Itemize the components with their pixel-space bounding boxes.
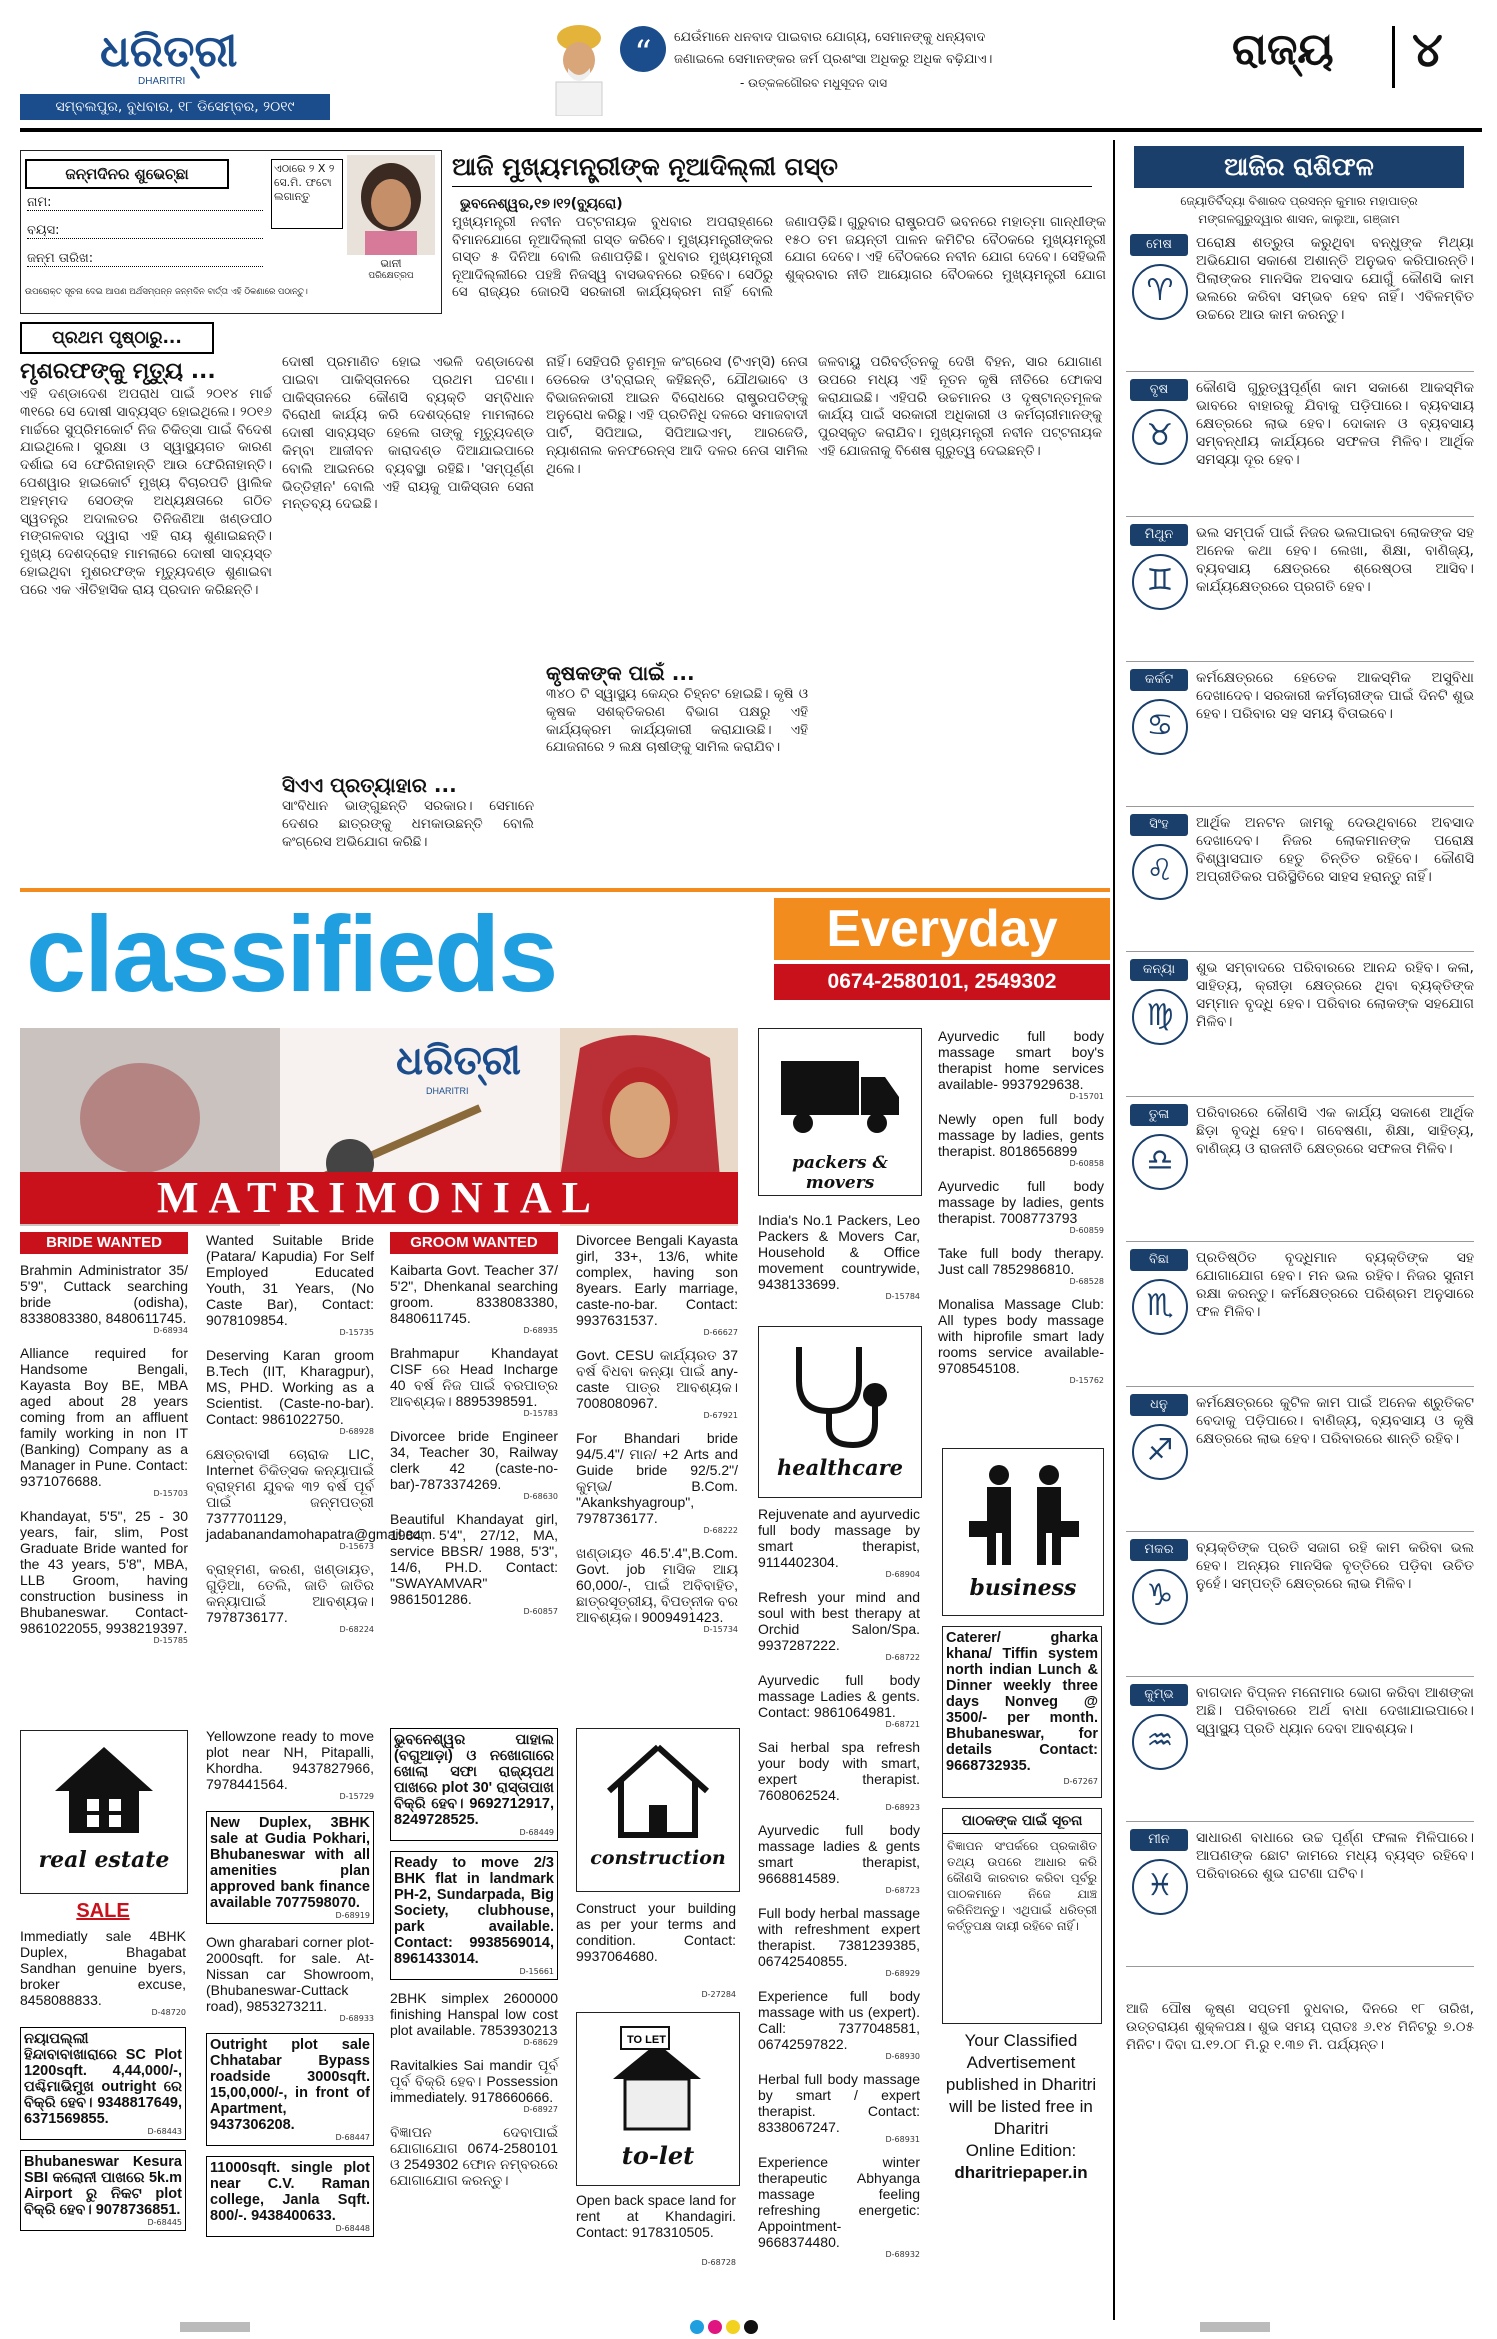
zodiac-sign-icon: ♒ [1132, 1714, 1188, 1770]
realestate-box[interactable] [20, 1730, 188, 1894]
classified-ad-code: D-15729 [339, 1792, 374, 1801]
classified-col-4 [576, 1232, 738, 1644]
construction-code: D-27284 [701, 1990, 736, 1999]
classified-ad-code: D-15661 [519, 1967, 554, 1976]
classified-ad[interactable] [758, 1739, 920, 1812]
zodiac-sign-icon: ♊ [1132, 554, 1188, 610]
sale-tag: SALE [76, 1900, 130, 1922]
tolet-label: to-let [621, 2141, 695, 2170]
classified-ad[interactable] [390, 1511, 558, 1616]
classified-ad-text: Kaibarta Govt. Teacher 37/ 5'2", Dhenkanal searching groom. 8338083380, 8480611745. [390, 1262, 558, 1326]
sign-name: ତୁଳା [1130, 1104, 1188, 1126]
cont-col-4 [818, 354, 1102, 878]
classified-ad[interactable] [206, 2156, 374, 2237]
classified-ad-text: Experience full body massage with us (expert). Call: 7377048581, 06742597822. [758, 1988, 920, 2052]
zodiac-sign-icon: ♐ [1132, 1424, 1188, 1480]
free-listing-box [942, 2030, 1100, 2182]
classified-ad[interactable] [938, 1111, 1104, 1168]
construction-label: construction [590, 1847, 726, 1869]
sign-prediction: ପରିବାରରେ କୌଣସି ଏକ କାର୍ଯ୍ୟ ସକାଶେ ଆର୍ଥିକ ଛିଡ଼ା ବୃଦ୍ଧି ହେବ। ଗବେଷଣା, ଶିକ୍ଷା, ସାହିତ୍ୟ, ବାଣିଜ୍ୟ ଓ ରାଜନୀତି କ୍ଷେତ୍ରରେ ସଫଳତା ମିଳିବ। [1196, 1105, 1474, 1157]
free-listing-text: Your Classified Advertisement published in Dharitri will be listed free in Dharitri [945, 2031, 1097, 2138]
sign-name: କନ୍ୟା [1130, 959, 1188, 981]
tolet-code: D-68728 [701, 2258, 736, 2267]
classified-ad[interactable] [576, 1545, 738, 1634]
truck-icon [777, 1051, 903, 1141]
classified-ad-code: D-48720 [151, 2008, 186, 2017]
groom-wanted-tag [390, 1232, 558, 1254]
sign-prediction: ଆର୍ଥିକ ଅନଟନ ଜାମକୁ ଦେଉଥିବାରେ ଅବସାଦ ଦେଖାଦେବ। ନିଜର ଲୋକମାନଙ୍କ ପରୋକ୍ଷ ବିଶ୍ୱାସଘାତ ହେତୁ ଚିନ୍ତିତ ରହିବେ। କୌଣସି ଅପ୍ରୀତିକର ପରିସ୍ଥିତିରେ ସାହସ ହରାନ୍ତୁ ନାହିଁ। [1196, 815, 1474, 885]
sign-prediction: ଭଲ ସମ୍ପର୍କ ପାଇଁ ନିଜର ଭଲପାଇବା ଲୋକଙ୍କ ସହ ଅନେକ କଥା ହେବ। ଲେଖା, ଶିକ୍ଷା, ବାଣିଜ୍ୟ, ବ୍ୟବସାୟ କ୍ଷେତ୍ରରେ ଶ୍ରେଷ୍ଠତା ଆସିବ। କାର୍ଯ୍ୟକ୍ଷେତ୍ରରେ ପ୍ରଗତି ହେବ। [1196, 525, 1474, 595]
classified-ad[interactable] [206, 1232, 374, 1337]
classified-ad-code: D-60857 [523, 1607, 558, 1616]
classified-ad[interactable] [206, 1811, 374, 1924]
matrimonial-title: MATRIMONIAL [20, 1172, 738, 1224]
classified-col-2 [206, 1232, 436, 1644]
classified-ad-text: Ready to move 2/3 BHK flat in landmark PH-2, Sundarpada, Big Society, clubhouse, park available. Contact: 9938569014, 8961433014. [394, 1855, 554, 1967]
sign-name: ମୀନ [1130, 1829, 1188, 1851]
classified-ad-code: D-68528 [1069, 1277, 1104, 1286]
classified-ad-text: India's No.1 Packers, Leo Packers & Movers Car, Household & Office movement countrywide, 9438133699. [758, 1212, 920, 1292]
zodiac-sign-icon: ♑ [1132, 1569, 1188, 1625]
classified-ad-text: କ୍ଷେତ୍ରବାସୀ ଚୋରାକ LIC, Internet ଚିକିତ୍ସକ କନ୍ୟାପାଇଁ ବ୍ରାହ୍ମଣ ଯୁବକ ୩୨ ବର୍ଷ ପୂର୍ବ ପାଇଁ ଜନ୍ମପତ୍ରୀ 7377701129, jadabanandamohapatra@gmail.com. [206, 1446, 436, 1542]
sign-name: ସିଂହ [1130, 814, 1188, 836]
masthead-dateline: ସମ୍ବଲପୁର, ବୁଧବାର, ୧୮ ଡିସେମ୍ବର, ୨୦୧୯ [20, 94, 330, 120]
birthday-age-field[interactable]: ବୟସ: [27, 223, 263, 239]
packers-label: packers & movers [792, 1153, 888, 1193]
classified-ad[interactable] [576, 1347, 738, 1420]
classified-ad[interactable] [758, 1905, 920, 1978]
cm-news-headline[interactable]: ଆଜି ମୁଖ୍ୟମନ୍ତ୍ରୀଙ୍କ ନୂଆଦିଲ୍ଲୀ ଗସ୍ତ [452, 152, 1092, 187]
agri-policy-body: ଜଳବାୟୁ ପରିବର୍ତ୍ତନକୁ ଦେଖି ବିହନ, ସାର ଯୋଗାଣ ଉପରେ ମଧ୍ୟ ଏହି ନୂତନ କୃଷି ନୀତିରେ ଫୋକସ କରାଯାଇଛି। ଏହିପରି ଉଚ୍ଚମାନର ଓ ଦୃଷ୍ଟାନ୍ତମୂଳକ କାର୍ଯ୍ୟ ପାଇଁ ସରକାରୀ ଅଧିକାରୀ ଓ କର୍ମଚାରୀମାନଙ୍କୁ ପୁରସ୍କୃତ କରାଯିବ। ମୁଖ୍ୟମନ୍ତ୍ରୀ ନବୀନ ପଟ୍ଟନାୟକ ଏହି ଯୋଜନାକୁ ବିଶେଷ ଗୁରୁତ୍ୱ ଦେଇଛନ୍ତି। [818, 354, 1102, 459]
zodiac-sign-icon: ♍ [1132, 989, 1188, 1045]
cm-news-dateline: ଭୁବନେଶ୍ୱର,୧୭।୧୨(ବ୍ୟୁରୋ) [460, 196, 623, 212]
packers-box[interactable] [758, 1028, 922, 1196]
classified-ad-code: D-68222 [703, 1526, 738, 1535]
caterer-ad[interactable] [942, 1626, 1102, 1798]
classified-ad[interactable] [390, 1728, 558, 1841]
rashifal-sign-block [1126, 812, 1474, 952]
svg-text:TO LET: TO LET [627, 2034, 666, 2046]
musharraf-body: ଏହି ଦଣ୍ଡାଦେଶ ଅପରାଧ ପାଇଁ ୨୦୧୪ ମାର୍ଚ୍ଚ ୩୧ରେ ସେ ଦୋଷୀ ସାବ୍ୟସ୍ତ ହୋଇଥିଲେ। ୨୦୧୬ ମାର୍ଚ୍ଚରେ ସୁପ୍ରିମକୋର୍ଟ ନିଜ ଚିକିତ୍ସା ପାଇଁ ବିଦେଶ ଯାଇଥିଲେ। ସୁରକ୍ଷା ଓ ସ୍ୱାସ୍ଥ୍ୟଗତ କାରଣ ଦର୍ଶାଇ ସେ ଫେରିନାହାନ୍ତି ଆଉ ଫେରିନାହାନ୍ତି। ପେଶୱାର ହାଇକୋର୍ଟ ମୁଖ୍ୟ ବିଚାରପତି ୱାଲିକ ଅହମ୍ମଦ ସେଠଙ୍କ ଅଧ୍ୟକ୍ଷତାରେ ଗଠିତ ସ୍ୱତନ୍ତ୍ର ଅଦାଲତର ତିନିଜଣିଆ ଖଣ୍ଡପୀଠ ମଙ୍ଗଳବାର ଦ୍ୱାରା ଏହି ରାୟ ଶୁଣାଇଛନ୍ତି। ମୁଖ୍ୟ ଦେଶଦ୍ରୋହ ମାମଲାରେ ଦୋଷୀ ସାବ୍ୟସ୍ତ ହୋଇଥିବା ମୁଶରଫଙ୍କ ମୃତ୍ୟୁଦଣ୍ଡ ଶୁଣାଇବା ପରେ ଏକ ଐତିହାସିକ ରାୟ ପ୍ରଦାନ କରିଛନ୍ତି। [20, 386, 272, 598]
classified-ad-code: D-68933 [339, 2014, 374, 2023]
photo-instruction: ଏଠାରେ ୨ X ୨ ସେ.ମି. ଫଟୋ ଲଗାନ୍ତୁ [271, 159, 343, 229]
classified-ad-text: ଖଣ୍ଡାୟତ 46.5'.4",B.Com. Govt. job ମାସିକ ଆୟ 60,000/-, ପାଇଁ ଅବିବାହିତ, ଛାତ୍ରସୂତ୍ରୀୟ, ବିପତ୍ନୀକ ବର ଆବଶ୍ୟକ। 9009491423. [576, 1545, 738, 1625]
classified-ad[interactable] [576, 1430, 738, 1535]
rashifal-sign-block [1126, 957, 1474, 1097]
classified-ad-text: 2BHK simplex 2600000 finishing Hanspal low cost plot available. 7853930213 [390, 1990, 558, 2038]
classified-ad-text: Beautiful Khandayat girl, 1984, 5'4", 27/12, MA, service BBSR/ 1988, 5'3", 14/6, PH.D. Contact: "SWAYAMVAR" 9861501286. [390, 1511, 558, 1607]
child-photo [347, 155, 435, 255]
cont-col-3 [546, 354, 808, 878]
rashifal-sign-block [1126, 1537, 1474, 1677]
cont-col-1 [20, 358, 272, 878]
classified-ad-text: Brahmin Administrator 35/ 5'9", Cuttack searching bride (odisha), 8338083380, 8480611745. [20, 1262, 188, 1326]
farmers-headline[interactable]: କୃଷକଙ୍କ ପାଇଁ ... [546, 661, 695, 685]
rashifal-title: ଆଜିର ରାଶିଫଳ [1134, 146, 1464, 188]
birthday-footer: ଉପରୋକ୍ତ ସୂଚନା ଦେଇ ଆପଣ ଅର୍ଥସମ୍ପନ୍ନ ଜନ୍ମଦିନ ବାର୍ତ୍ତା ଏହି ଠିକଣାରେ ପଠାନ୍ତୁ। [25, 287, 308, 297]
classified-ad-text: For Bhandari bride 94/5.4"/ ମାନ/ +2 Arts and Guide bride 92/5.2"/ କୁମ୍ଭ/ B.Com. "Akankshyagroup", 7978736177. [576, 1430, 738, 1526]
classified-col-3 [390, 1262, 558, 1626]
sign-prediction: ପରୋକ୍ଷ ଶତ୍ରୁତା କରୁଥିବା ବନ୍ଧୁଙ୍କ ମିଥ୍ୟା ଅଭିଯୋଗ ସକାଶେ ଅଶାନ୍ତି ଅନୁଭବ କରିପାରନ୍ତି। ପିଲାଙ୍କର ମାନସିକ ଅବସାଦ ଯୋଗୁଁ କୌଣସି କାମ ଭଲରେ କରିବା ସମ୍ଭବ ହେବ ନାହିଁ। ଏବିଳମ୍ବିତ ଉଚ୍ଚରେ ଆଉ କାମ କରନ୍ତୁ। [1196, 235, 1474, 323]
classified-ad-text: ଭୁବନେଶ୍ୱର ପାହାଲ (ବଗୁଆଡ଼ା) ଓ ନଖୋଗାରେ ଖୋଲା ସଫା ରାଜ୍ୟପଥ ପାଖରେ plot 30' ରାସ୍ତାପାଖ ବିକ୍ରି ହେବ। 9692712917, 8249728525. [394, 1732, 554, 1828]
healthcare-label: healthcare [777, 1455, 903, 1480]
birthday-name-field[interactable]: ନାମ: [27, 195, 263, 211]
classified-ad-text: Alliance required for Handsome Bengali, Kayasta Boy BE, MBA aged about 28 years coming from an affluent family working in non IT (Banking) Company as a Manager in Pune. Contact: 9371076688. [20, 1345, 188, 1489]
classified-ad-text: 11000sqft. single plot near C.V. Raman college, Janla Sqft. 800/-. 9438400633. [210, 2160, 370, 2224]
classified-ad[interactable] [938, 1178, 1104, 1235]
caterer-code: D-67267 [1063, 1777, 1098, 1786]
rashifal-sign-block [1126, 232, 1474, 372]
classified-ad-text: Brahmapur Khandayat CISF ରେ Head Incharge 40 ବର୍ଷ ନିଜ ପାଇଁ ବରପାତ୍ର ଆବଶ୍ୟକ। 8895398591. [390, 1345, 558, 1409]
classified-col-5-top [758, 1212, 920, 1311]
classified-col-2b [206, 1728, 374, 2247]
child-photo-image [347, 155, 435, 255]
classified-ad[interactable] [758, 1212, 920, 1301]
realestate-label: real estate [38, 1847, 170, 1873]
classified-ad-text: Yellowzone ready to move plot near NH, Pitapalli, Khordha. 9437827966, 7978441564. [206, 1728, 374, 1792]
sign-name: ମକର [1130, 1539, 1188, 1561]
classified-ad-code: D-15734 [703, 1625, 738, 1634]
rashifal-byline-1: ଜ୍ୟୋତିର୍ବିଦ୍ୟା ବିଶାରଦ ପ୍ରସନ୍ନ କୁମାର ମହାପାତ୍ର [1180, 194, 1418, 208]
classified-ad-text: Divorcee bride Engineer 34, Teacher 30, Railway clerk 42 (caste-no-bar)-7873374269. [390, 1428, 558, 1492]
rashifal-sign-block [1126, 1102, 1474, 1242]
classified-ad[interactable] [206, 1347, 374, 1436]
classified-ad[interactable] [390, 2057, 558, 2114]
classified-ad-text: Govt. CESU କାର୍ଯ୍ୟରତ 37 ବର୍ଷ ବିଧବା କନ୍ୟା ପାଇଁ any-caste ପାତ୍ର ଆବଶ୍ୟକ। 7008080967. [576, 1347, 738, 1411]
sign-prediction: କର୍ମକ୍ଷେତ୍ରରେ କୁଟିଳ କାମ ପାଇଁ ଅନେକ ଶ୍ରୁତିକଟ ବେଦାକୁ ପଡ଼ିପାରେ। ବାଣିଜ୍ୟ, ବ୍ୟବସାୟ ଓ କୃଷି କ୍ଷେତ୍ରରେ ଲାଭ ହେବ। ପରିବାରରେ ଶାନ୍ତି ରହିବ। [1196, 1395, 1474, 1447]
classified-col-6 [938, 1028, 1104, 1395]
front-page-label: ପ୍ରଥମ ପୃଷ୍ଠାରୁ... [20, 322, 214, 354]
classified-ad-text: Ayurvedic full body massage by ladies, gents therapist. 7008773793 [938, 1178, 1104, 1226]
epaper-link[interactable]: dharitriepaper.in [954, 2163, 1088, 2182]
house-icon [49, 1741, 159, 1837]
sign-name: ମେଷ [1130, 234, 1188, 256]
construction-box[interactable] [576, 1728, 740, 1892]
masthead-rule [20, 128, 1482, 132]
classified-ad-code: D-15703 [153, 1489, 188, 1498]
classified-ad[interactable] [758, 1672, 920, 1729]
classified-ad-text: Rejuvenate and ayurvedic full body massage by smart therapist, 9114402304. [758, 1506, 920, 1570]
classified-ad-code: D-15762 [1069, 1376, 1104, 1385]
groom-wanted-label: GROOM WANTED [390, 1232, 558, 1254]
classified-ad-code: D-60858 [1069, 1159, 1104, 1168]
classified-ad[interactable] [206, 1934, 374, 2023]
classified-ad-code: D-60859 [1069, 1226, 1104, 1235]
reader-notice [942, 1808, 1102, 2024]
tolet-ad[interactable]: Open back space land for rent at Khandagiri. Contact: 9178310505. [576, 2192, 736, 2240]
construction-ad[interactable]: Construct your building as per your terms and condition. Contact: 9937064680. [576, 1900, 736, 1964]
classified-ad[interactable] [206, 2033, 374, 2146]
classified-ad[interactable] [758, 1822, 920, 1895]
quote-author: - ଉତ୍କଳଗୌରବ ମଧୁସୂଦନ ଦାସ [740, 76, 888, 90]
classified-ad-code: D-68927 [523, 2105, 558, 2114]
reg-mark-right [1200, 2322, 1270, 2332]
zodiac-sign-icon: ♌ [1132, 844, 1188, 900]
reg-mark-left [180, 2322, 250, 2332]
classified-ad[interactable] [390, 1851, 558, 1980]
stethoscope-icon [779, 1341, 901, 1451]
classified-ad-code: D-68443 [147, 2127, 182, 2136]
classified-ad[interactable] [758, 1988, 920, 2061]
classified-ad-text: Newly open full body massage by ladies, gents therapist. 8018656899 [938, 1111, 1104, 1159]
opposition-body: ନାହିଁ। ସେହିପରି ତୃଣମୂଳ କଂଗ୍ରେସ (ଟିଏମ୍‌ସି) ନେତା ଡେରେକ ଓ'ବ୍ରାଇନ୍ କହିଛନ୍ତି, ଯୌଥଭାବେ ଓ ବିଭାଜନକାରୀ ଆଇନ ବିରୋଧରେ ରାଷ୍ଟ୍ରପତିଙ୍କୁ ଅନୁରୋଧ କରିଛୁ। ଏହି ପ୍ରତିନିଧି ଦଳରେ ସମାଜବାଦୀ ପାର୍ଟି, ସିପିଆଇ, ସିପିଆଇଏମ୍, ଆରଜେଡି, ନ୍ୟାଶନାଲ କନଫରେନ୍ସ ଆଦି ଦଳର ନେତା ସାମିଲ ଥିଲେ। [546, 354, 808, 477]
rashifal-signs [1126, 232, 1474, 1982]
sign-name: ମିଥୁନ [1130, 524, 1188, 546]
rashifal-sign-block [1126, 1392, 1474, 1532]
classified-ad-code: D-68449 [519, 1828, 554, 1837]
classified-ad-text: Ayurvedic full body massage Ladies & gents. Contact: 9861064981. [758, 1672, 920, 1720]
classified-col-3b [390, 1728, 558, 2198]
sign-prediction: ପ୍ରତିଷ୍ଠିତ ବୃଦ୍ଧିମାନ ବ୍ୟକ୍ତିଙ୍କ ସହ ଯୋଗାଯୋଗ ହେବ। ମନ ଭଲ ରହିବ। ନିଜର ସୁନାମ ରକ୍ଷା କରନ୍ତୁ। କର୍ମକ୍ଷେତ୍ରରେ ପରିଶ୍ରମ ଅନୁସାରେ ଫଳ ମିଳିବ। [1196, 1250, 1474, 1320]
business-label: business [969, 1575, 1077, 1601]
musharraf-headline[interactable]: ମୃଶରଫଙ୍କୁ ମୃତ୍ୟୁ ... [20, 359, 216, 384]
cm-news-body: ମୁଖ୍ୟମନ୍ତ୍ରୀ ନବୀନ ପଟ୍ଟନାୟକ ବୁଧବାର ଅପରାହ୍ଣରେ ବିମାନଯୋଗେ ନୂଆଦିଲ୍ଲୀ ଗସ୍ତ କରିବେ। ମୁଖ୍ୟମନ୍ତ୍ରୀଙ୍କର ଗସ୍ତ ୫ ଦିନିଆ ବୋଲି ଜଣାପଡ଼ିଛି। ବୁଧବାର ମୁଖ୍ୟମନ୍ତ୍ରୀ ନୂଆଦିଲ୍ଲୀରେ ପହଞ୍ଚି ନିଜସ୍ୱ ବାସଭବନରେ ରହିବେ। ସେଠିରୁ ସେ ରାଜ୍ୟର ଜୋରସି ସରକାରୀ କାର୍ଯ୍ୟକ୍ରମ ନାହିଁ ବୋଲି ଜଣାପଡ଼ିଛି। ଗୁରୁବାର ରାଷ୍ଟ୍ରପତି ଭବନରେ ମହାତ୍ମା ଗାନ୍ଧୀଙ୍କ ୧୫୦ ତମ ଜୟନ୍ତୀ ପାଳନ କମିଟିର ବୈଠକରେ ମୁଖ୍ୟମନ୍ତ୍ରୀ ଯୋଗ ଦେବେ। ଏହି ବୈଠକରେ ନବୀନ ଯୋଗ ଦେବେ। ସେହିଭଳି ଶୁକ୍ରବାର ନୀତି ଆୟୋଗର ବୈଠକରେ ମୁଖ୍ୟମନ୍ତ୍ରୀ ଯୋଗ [452, 214, 1106, 300]
classified-ad-code: D-68447 [335, 2133, 370, 2142]
classified-ad-code: D-68934 [153, 1326, 188, 1335]
classified-ad-text: ବ୍ରାହ୍ମଣ, କରଣ, ଖଣ୍ଡାୟତ, ଗୁଡ଼ିଆ, ତେଲି, ଜାତି ଜାତିର କନ୍ୟାପାଇଁ ଆବଶ୍ୟକ। 7978736177. [206, 1561, 374, 1625]
classified-ad-code: D-68931 [885, 2135, 920, 2144]
classified-ad-text: ବିଜ୍ଞାପନ ଦେବାପାଇଁ ଯୋଗାଯୋଗ 0674-2580101 ଓ 2549302 ଫୋନ ନମ୍ବରରେ ଯୋଗାଯୋଗ କରନ୍ତୁ। [390, 2124, 558, 2188]
classified-ad-text: Khandayat, 5'5", 25 - 30 years, fair, slim, Post Graduate Bride wanted for the 43 years, 5'8", MBA, LLB Groom, having construction business in Bhubaneswar. Contact- 9861022055, 9938219397. [20, 1508, 188, 1636]
classifieds-title: classifieds [26, 893, 557, 1014]
quote-line-1: ଯେଉଁମାନେ ଧନବାଦ ପାଇବାର ଯୋଗ୍ୟ, ସେମାନଙ୍କୁ ଧନ୍ୟବାଦ [674, 30, 986, 45]
registration-marks [0, 2318, 1497, 2338]
sign-name: କର୍କଟ [1130, 669, 1188, 691]
classified-col-5-health [758, 1506, 920, 2269]
classified-ad[interactable] [390, 1990, 558, 2047]
zodiac-sign-icon: ♈ [1132, 264, 1188, 320]
page-number: ୪ [1412, 22, 1443, 78]
classified-ad[interactable] [20, 2027, 186, 2140]
reg-mark-black [744, 2320, 758, 2334]
rashifal-sign-block [1126, 1827, 1474, 1967]
classified-ad-code: D-68630 [523, 1492, 558, 1501]
classified-ad-text: Bhubaneswar Kesura SBI କଲୋନୀ ପାଖରେ 5k.m Airport ରୁ ନିକଟ plot ବିକ୍ରି ହେବ। 9078736851. [24, 2154, 182, 2218]
masthead-logo[interactable]: ଧରିତ୍ରୀ [100, 26, 238, 77]
classified-ad-code: D-68722 [885, 1653, 920, 1662]
classified-ad[interactable] [390, 1345, 558, 1418]
classified-ad-code: D-68919 [335, 1911, 370, 1920]
reg-mark-center [690, 2320, 704, 2334]
classified-ad[interactable] [206, 1561, 374, 1634]
classified-ad[interactable] [758, 1589, 920, 1662]
classified-ad-text: ନୟାପଲ୍ଲୀ ହିନ୍ଦାବାବାଖାରାରେ SC Plot 1200sqft. 4,44,000/-, ପଶ୍ଚିମାଭିମୁଖ outright ରେ ବିକ୍ରି ହେବ। 9348817649, 6371569855. [24, 2031, 182, 2127]
classified-ad-code: D-68224 [339, 1625, 374, 1634]
classified-ad-code: D-15785 [153, 1636, 188, 1645]
birthday-box [20, 150, 442, 314]
classified-ad-text: Divorcee Bengali Kayasta girl, 33+, 13/6, white complex, having son 8years. Early marriage, caste-no-bar. Contact: 9937631537. [576, 1232, 738, 1328]
quote-mark-icon: “ [620, 26, 666, 72]
classified-col-realestate [20, 1928, 186, 2241]
classified-ad-text: Herbal full body massage by smart / expert therapist. Contact: 8338067247. [758, 2071, 920, 2135]
section-name: ରାଜ୍ୟ [1232, 24, 1334, 75]
classified-ad[interactable] [938, 1245, 1104, 1286]
classified-ad-code: D-68904 [885, 1570, 920, 1579]
rashifal-sign-block [1126, 667, 1474, 807]
masthead-logo-latin: DHARITRI [138, 76, 186, 87]
classified-ad-text: Immediatly sale 4BHK Duplex, Bhagabat Sandhan genuine byers, broker excuse, 8458088833. [20, 1928, 186, 2008]
zodiac-sign-icon: ♏ [1132, 1279, 1188, 1335]
matrimonial-logo-latin: DHARITRI [426, 1086, 469, 1096]
reg-mark-yellow [726, 2320, 740, 2334]
classified-ad-text: Refresh your mind and soul with best therapy at Orchid Salon/Spa. 9937287222. [758, 1589, 920, 1653]
rashifal-sign-block [1126, 1682, 1474, 1822]
sign-prediction: ବ୍ୟକ୍ତିଙ୍କ ପ୍ରତି ସଜାଗ ରହି କାମ କରିବା ଭଲ ହେବ। ଅନ୍ୟର ମାନସିକ ବୃତ୍ତିରେ ପଡ଼ିବା ଉଚିତ ନୁହେଁ। ସମ୍ପତ୍ତି କ୍ଷେତ୍ରରେ ଲାଭ ମିଳିବ। [1196, 1540, 1474, 1592]
building-outline-icon [603, 1741, 713, 1841]
zodiac-sign-icon: ♋ [1132, 699, 1188, 755]
cont-col-2 [282, 354, 534, 878]
classified-ad[interactable] [20, 1262, 188, 1335]
classified-ad-text: Outright plot sale Chhatabar Bypass roadside 3000sqft. 15,00,000/-, in front of Apartment, 9437306208. [210, 2037, 370, 2133]
classified-ad[interactable] [390, 1428, 558, 1501]
free-listing-edition: Online Edition: [965, 2141, 1077, 2160]
reader-notice-title: ପାଠକଙ୍କ ପାଇଁ ସୂଚନା [943, 1809, 1101, 1834]
classified-ad[interactable] [758, 2154, 920, 2259]
caa-body: ସାଂବିଧାନ ଭାଙ୍ଗୁଛନ୍ତି ସରକାର। ସେମାନେ ଦେଶର ଛାତ୍ରଙ୍କୁ ଧମକାଉଛନ୍ତି ବୋଲି କଂଗ୍ରେସ ଅଭିଯୋଗ କରିଛି। [282, 798, 534, 850]
child-name: ଭାନୀ [380, 257, 402, 270]
classified-ad-text: Wanted Suitable Bride (Patara/ Kapudia) For Self Employed Educated Youth, 31 Years, (No Caste Bar), Contact: 9078109854. [206, 1232, 374, 1328]
caa-headline[interactable]: ସିଏଏ ପ୍ରତ୍ୟାହାର ... [282, 773, 457, 797]
matrimonial-banner [20, 1028, 738, 1226]
classified-ad-code: D-68930 [885, 2052, 920, 2061]
classified-ad-code: D-68445 [147, 2218, 182, 2227]
quote-line-2: ଜଣାଇଲେ ସେମାନଙ୍କର ଜର୍ମ ପ୍ରଶଂସା ଅଧିକରୁ ଅଧିକ ବଢ଼ିଯାଏ। [674, 52, 993, 67]
classified-ad[interactable] [938, 1028, 1104, 1101]
classified-ad-text: Monalisa Massage Club: All types body massage with hiprofile smart lady rooms service available- 9708545108. [938, 1296, 1104, 1376]
classified-ad-code: D-68929 [885, 1969, 920, 1978]
classified-ad[interactable] [20, 1928, 186, 2017]
sign-name: ଧନୁ [1130, 1394, 1188, 1416]
classified-ad-code: D-68923 [885, 1803, 920, 1812]
healthcare-box[interactable] [758, 1326, 922, 1498]
classified-col-1 [20, 1262, 188, 1655]
sign-name: ବିଛା [1130, 1249, 1188, 1271]
classified-ad[interactable] [758, 2071, 920, 2144]
classified-ad-code: D-15784 [885, 1292, 920, 1301]
classified-ad-text: Full body herbal massage with refreshment expert therapist. 7381239385, 06742540855. [758, 1905, 920, 1969]
classified-ad-code: D-66627 [703, 1328, 738, 1337]
classified-ad-code: D-15783 [523, 1409, 558, 1418]
sign-prediction: କର୍ମକ୍ଷେତ୍ରରେ ହେତେକ ଆକସ୍ମିକ ଅସୁବିଧା ଦେଖାଦେବ। ସରକାରୀ କର୍ମଚାରୀଙ୍କ ପାଇଁ ଦିନଟି ଶୁଭ ହେବ। ପରିବାର ସହ ସମୟ ବିତାଇବେ। [1196, 670, 1474, 722]
masthead [20, 18, 1480, 126]
matrimonial-logo: ଧରିତ୍ରୀ [396, 1038, 521, 1084]
classified-ad[interactable] [20, 2150, 186, 2231]
sign-name: ବୃଷ [1130, 379, 1188, 401]
classified-ad-code: D-68935 [523, 1326, 558, 1335]
classified-ad-text: Ravitalkies Sai mandir ପୂର୍ବ ପୂର୍ବ ବିକ୍ରି ହେବ। Possession immediately. 9178660666. [390, 2057, 558, 2105]
classified-ad-text: Own gharabari corner plot- 2000sqft. for sale. At- Nissan car Showroom, (Bhubaneswar-Cuttack road), 9853273211. [206, 1934, 374, 2014]
classified-ad-code: D-68721 [885, 1720, 920, 1729]
classified-ad-code: D-68928 [339, 1427, 374, 1436]
classified-ad-code: D-15673 [339, 1542, 374, 1551]
portrait-madhusudan [550, 24, 608, 116]
panchang-text: ଆଜି ପୌଷ କୃଷ୍ଣ ସପ୍ତମୀ ବୁଧବାର, ଦିନରେ ୧୮ ତାରିଖ, ଉତ୍ତରାୟଣ ଶୁକ୍ଳପକ୍ଷ। ଶୁଭ ସମୟ ପ୍ରାତଃ ୬.୧୪ ମିନିଟରୁ ୭.୦୫ ମିନିଟ। ଦିବା ଘ.୧୨.୦୮ ମି.ରୁ ୧.୩୭ ମି. ପର୍ଯ୍ୟନ୍ତ। [1126, 2001, 1474, 2053]
classified-ad[interactable] [576, 1232, 738, 1337]
sign-prediction: ଶୁଭ ସମ୍ବାଦରେ ପରିବାରରେ ଆନନ୍ଦ ରହିବ। କଳା, ସାହିତ୍ୟ, କ୍ରୀଡ଼ା କ୍ଷେତ୍ରରେ ଥିବା ବ୍ୟକ୍ତିଙ୍କ ସମ୍ମାନ ବୃଦ୍ଧି ହେବ। ପରିବାର ଲୋକଙ୍କ ସହଯୋଗ ମିଳିବ। [1196, 960, 1474, 1030]
rashifal-sign-block [1126, 522, 1474, 662]
classified-ad-text: Take full body therapy. Just call 7852986810. [938, 1245, 1104, 1277]
reader-notice-text: ବିଜ୍ଞାପନ ସଂପର୍କରେ ପ୍ରକାଶିତ ତଥ୍ୟ ଉପରେ ଆଧାର କରି କୌଣସି କାରବାର କରିବା ପୂର୍ବରୁ ପାଠକମାନେ ନିଜେ ଯାଞ୍ଚ କରିନିଅନ୍ତୁ। ଏଥିପାଇଁ ଧରିତ୍ରୀ କର୍ତ୍ତୃପକ୍ଷ ଦାୟୀ ରହିବେ ନାହିଁ। [947, 1839, 1097, 1933]
classified-ad[interactable] [206, 1446, 436, 1551]
classified-ad-code: D-67921 [703, 1411, 738, 1420]
zodiac-sign-icon: ♓ [1132, 1859, 1188, 1915]
bride-wanted-tag [20, 1232, 188, 1254]
classified-ad-code: D-15701 [1069, 1092, 1104, 1101]
classified-ad-text: New Duplex, 3BHK sale at Gudia Pokhari, Bhubaneswar with all amenities plan approved bank finance available 7077598070. [210, 1815, 370, 1911]
phones-box[interactable]: 0674-2580101, 2549302 [774, 964, 1110, 1000]
classified-ad-text: Ayurvedic full body massage ladies & gents smart therapist, 9668814589. [758, 1822, 920, 1886]
reg-mark-magenta [708, 2320, 722, 2334]
rashifal-sign-block [1126, 1247, 1474, 1387]
tolet-box[interactable] [576, 2012, 740, 2186]
convict-body: ଦୋଷୀ ପ୍ରମାଣିତ ହୋଇ ଏଭଳି ଦଣ୍ଡାଦେଶ ପାଇବା ପାକିସ୍ତାନରେ ପ୍ରଥମ ଘଟଣା। ପାକିସ୍ତାନରେ କୌଣସି ବ୍ୟକ୍ତି ସମ୍ବିଧାନ ବିରୋଧୀ କାର୍ଯ୍ୟ କରି ଦେଶଦ୍ରୋହ ମାମଲାରେ ଦୋଷୀ ସାବ୍ୟସ୍ତ ହେଲେ ତାଙ୍କୁ ମୃତ୍ୟୁଦଣ୍ଡ କିମ୍ବା ଆଜୀବନ କାରାଦଣ୍ଡ ଦିଆଯାଇପାରେ ବୋଲି ଆଇନରେ ବ୍ୟବସ୍ଥା ରହିଛି। 'ସମ୍ପୂର୍ଣ୍ଣ ଭିତ୍ତିହୀନ' ବୋଲି ଏହି ରାୟକୁ ପାକିସ୍ତାନ ସେନା ମନ୍ତବ୍ୟ ଦେଇଛି। [282, 354, 534, 513]
sign-prediction: ବାଗଦାନ ବିପ୍ଳନ ମନୋମାର ଭୋଗ କରିବା ଆଶଙ୍କା ଅଛି। ପରିବାରରେ ଅର୍ଥ ବାଧା ଦେଖାଯାଇପାରେ। ସ୍ୱାସ୍ଥ୍ୟ ପ୍ରତି ଧ୍ୟାନ ଦେବା ଆବଶ୍ୟକ। [1196, 1685, 1474, 1737]
sign-prediction: ସାଧାରଣ ବାଧାରେ ଉଚ୍ଚ ପୂର୍ଣ୍ଣ ଫଳାଳ ମିଳିପାରେ। ଆପଣଙ୍କ ଛୋଟ କାମରେ ମଧ୍ୟ ବ୍ୟସ୍ତ ରହିବେ। ପରିବାରରେ ଶୁଭ ଘଟଣା ଘଟିବ। [1196, 1830, 1474, 1882]
banner-top-rule [20, 888, 1110, 892]
classified-ad-text: Experience winter therapeutic Abhyanga massage feeling refreshing energetic: Appointment- 9668374480. [758, 2154, 920, 2250]
classified-ad-code: D-15735 [339, 1328, 374, 1337]
everyday-box: Everyday [774, 898, 1110, 960]
business-box[interactable] [942, 1448, 1104, 1616]
classified-ad-code: D-68723 [885, 1886, 920, 1895]
sign-name: କୁମ୍ଭ [1130, 1684, 1188, 1706]
classified-ad[interactable] [20, 1345, 188, 1498]
portrait-image [550, 24, 608, 116]
classified-ad-code: D-68932 [885, 2250, 920, 2259]
sign-prediction: କୌଣସି ଗୁରୁତ୍ୱପୂର୍ଣ୍ଣ କାମ ସକାଶେ ଆକସ୍ମିକ ଭାବରେ ବାହାରକୁ ଯିବାକୁ ପଡ଼ିପାରେ। ବ୍ୟବସାୟ କ୍ଷେତ୍ରରେ ଲାଭ ହେବ। ଦୋକାନ ଓ ବ୍ୟବସାୟ ସମ୍ବନ୍ଧୀୟ କାର୍ଯ୍ୟରେ ସଫଳତା ମିଳିବ। ଆର୍ଥିକ ସମସ୍ୟା ଦୂର ହେବ। [1196, 380, 1474, 468]
classified-ad[interactable] [20, 1508, 188, 1645]
business-people-icon [965, 1463, 1083, 1567]
classified-ad-code: D-68448 [335, 2224, 370, 2233]
classified-ad[interactable] [758, 1506, 920, 1579]
caterer-text: Caterer/ gharka khana/ Tiffin system north indian Lunch & Dinner weekly three days Nonveg @ 3500/- per month. Bhubaneswar, for details Contact: 9668732935. [946, 1630, 1098, 1774]
rashifal-byline-2: ମଙ୍ଗଳଗୁରୁଦ୍ୱାର ଶାସନ, କାଲୁଆ, ଗଞ୍ଜାମ [1198, 212, 1400, 226]
rashifal-sign-block [1126, 377, 1474, 517]
zodiac-sign-icon: ♎ [1132, 1134, 1188, 1190]
classified-ad-text: Deserving Karan groom B.Tech (IIT, Kharagpur), MS, PHD. Working as a Scientist. (Caste-no-bar). Contact: 9861022750. [206, 1347, 374, 1427]
column-divider [1113, 140, 1115, 2320]
child-place: ପରିକ୍ଷେତ୍ରପ [368, 271, 414, 281]
classified-ad[interactable] [390, 1262, 558, 1335]
classified-ad-text: Ayurvedic full body massage smart boy's therapist home services available- 9937929638. [938, 1028, 1104, 1092]
bride-wanted-label: BRIDE WANTED [20, 1232, 188, 1254]
to-let-sign-icon [607, 2023, 707, 2133]
zodiac-sign-icon: ♉ [1132, 409, 1188, 465]
classified-ad[interactable] [390, 2124, 558, 2188]
classified-ad-text: Sai herbal spa refresh your body with smart, expert therapist. 7608062524. [758, 1739, 920, 1803]
classifieds-banner [20, 888, 1110, 1018]
classified-ad[interactable] [206, 1728, 374, 1801]
farmers-body: ୩୪୦ ଟି ସ୍ୱାସ୍ଥ୍ୟ କେନ୍ଦ୍ର ଚିହ୍ନଟ ହୋଇଛି। କୃଷି ଓ କୃଷକ ସଶକ୍ତିକରଣ ବିଭାଗ ପକ୍ଷରୁ ଏହି କାର୍ଯ୍ୟକ୍ରମ କାର୍ଯ୍ୟକାରୀ କରାଯାଉଛି। ଏହି ଯୋଜନାରେ ୨ ଲକ୍ଷ ଚାଷୀଙ୍କୁ ସାମିଲ କରାଯିବ। [546, 686, 808, 756]
classified-ad-code: D-68629 [523, 2038, 558, 2047]
birthday-date-field[interactable]: ଜନ୍ମ ତାରିଖ: [27, 251, 263, 267]
classified-ad[interactable] [938, 1296, 1104, 1385]
section-divider [1392, 26, 1395, 88]
birthday-title: ଜନ୍ମଦିନର ଶୁଭେଚ୍ଛା [25, 159, 229, 189]
